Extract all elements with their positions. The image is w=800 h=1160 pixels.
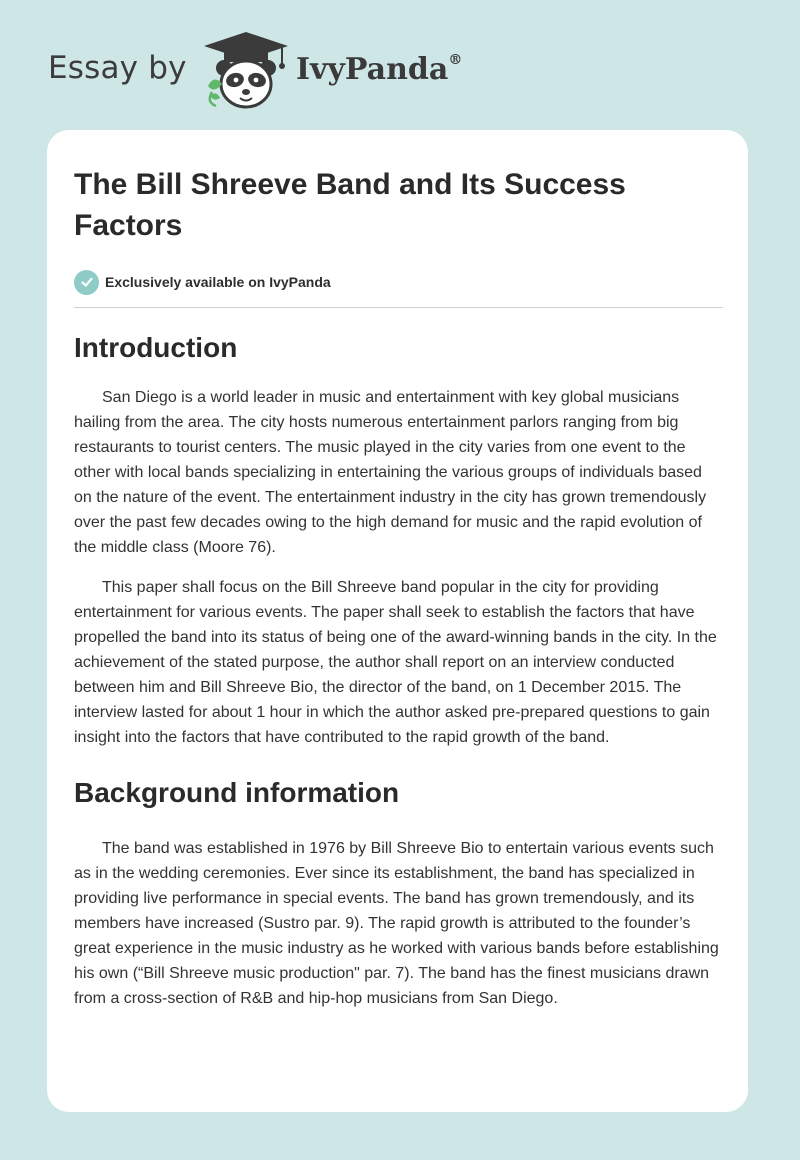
paragraph: This paper shall focus on the Bill Shreeve band popular in the city for providing entertainment for various events. The paper shall seek to establish the factors that have propelled the band into its status of being one of the award-winning bands in the city. In the achievement of the stated purpose, the author shall report on an interview conducted between him and Bill Shreeve Bio, the director of the band, on 1 December 2015. The interview lasted for about 1 hour in which the author asked pre-prepared questions to gain insight into the factors that have contributed to the rapid growth of the band. xyxy=(74,579,717,746)
paragraph: San Diego is a world leader in music and entertainment with key global musicians hailing from the area. The city hosts numerous entertainment parlors ranging from big restaurants to tourist centers. The music played in the city varies from one event to the other with local bands specializing in entertaining the various groups of individuals based on the nature of the event. The entertainment industry in the city has grown tremendously over the past few decades owing to the high demand for music and the rapid evolution of the middle class (Moore 76). xyxy=(74,389,707,556)
paragraph: The band was established in 1976 by Bill Shreeve Bio to entertain various events such as in the wedding ceremonies. Ever since its establishment, the band has specialized in providing live performance in special events. The band has grown tremendously, and its members have increased (Sustro par. 9). The rapid growth is attributed to the founder’s great experience in the music industry as he worked with various bands before establishing his own (“Bill Shreeve music production" par. 7). The band has the finest musicians drawn from a cross-section of R&B and hip-hop musicians from San Diego. xyxy=(74,840,719,1007)
section-heading-background: Background information xyxy=(74,777,400,808)
title-divider xyxy=(74,307,723,308)
check-icon xyxy=(74,270,99,295)
essay-content xyxy=(74,164,723,1011)
exclusive-badge xyxy=(74,268,723,296)
exclusive-badge-label: Exclusively available on IvyPanda xyxy=(105,274,331,290)
essay-card xyxy=(47,130,748,1112)
section-heading-introduction: Introduction xyxy=(74,332,238,363)
registered-mark: ® xyxy=(448,52,463,68)
panda-logo-icon[interactable] xyxy=(200,30,292,112)
ivypanda-brand-name[interactable]: IvyPanda® xyxy=(296,52,463,87)
essay-by-label: Essay by xyxy=(48,50,187,86)
site-header xyxy=(0,0,800,130)
essay-title: The Bill Shreeve Band and Its Success Factors xyxy=(74,168,626,242)
